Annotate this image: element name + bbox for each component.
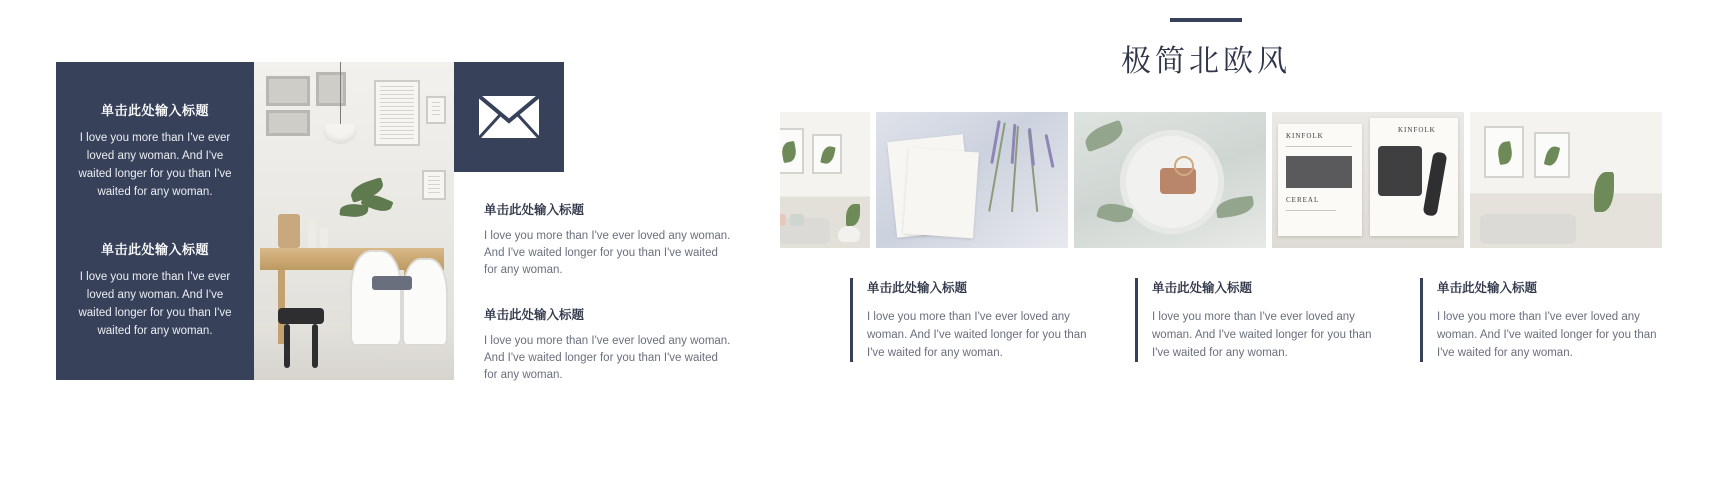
slide-one bbox=[0, 0, 780, 490]
magazine-line bbox=[1286, 146, 1352, 147]
column-1-body: I love you more than I've ever loved any woman. And I've waited longer for you than I've waited for any woman. bbox=[867, 311, 1087, 359]
wall-shelf bbox=[266, 110, 310, 136]
panel-block-2 bbox=[74, 239, 236, 340]
slide-one-text-column bbox=[484, 200, 732, 384]
gallery-item bbox=[1272, 112, 1464, 248]
text-block-1-body: I love you more than I've ever loved any woman. And I've waited longer for you than I've waited for any woman. bbox=[484, 230, 731, 276]
candle bbox=[320, 228, 328, 248]
column-2-body: I love you more than I've ever loved any woman. And I've waited longer for you than I've waited for any woman. bbox=[1152, 311, 1372, 359]
panel-block-1 bbox=[74, 100, 236, 201]
text-block-2-title: 单击此处输入标题 bbox=[484, 308, 585, 322]
title-rule bbox=[1170, 18, 1242, 22]
metal-ring bbox=[1174, 156, 1194, 176]
dining-chair bbox=[350, 250, 402, 346]
gallery-item bbox=[1074, 112, 1266, 248]
stool-leg bbox=[312, 324, 318, 368]
magazine-title: KINFOLK bbox=[1398, 126, 1436, 134]
side-table bbox=[838, 226, 860, 242]
left-dark-panel bbox=[56, 62, 254, 380]
pendant-lamp-cord bbox=[340, 62, 341, 124]
column-3-body: I love you more than I've ever loved any woman. And I've waited longer for you than I've waited for any woman. bbox=[1437, 311, 1657, 359]
column-2-title: 单击此处输入标题 bbox=[1152, 281, 1253, 295]
magazine-line bbox=[1286, 210, 1336, 211]
gallery-item bbox=[780, 112, 870, 248]
magazine-object bbox=[1378, 146, 1422, 196]
stool-leg bbox=[284, 324, 290, 368]
panel-block-1-title: 单击此处输入标题 bbox=[100, 103, 209, 118]
utensil-holder bbox=[278, 214, 300, 248]
wall-shelf bbox=[266, 76, 310, 106]
photo-gallery bbox=[780, 112, 1718, 248]
wall-poster bbox=[422, 170, 446, 200]
envelope-icon bbox=[478, 95, 540, 139]
pillow bbox=[780, 214, 786, 226]
wall-poster bbox=[374, 80, 420, 146]
wall-poster bbox=[426, 96, 446, 124]
sofa bbox=[1480, 214, 1576, 244]
panel-block-2-title: 单击此处输入标题 bbox=[100, 242, 209, 257]
feature-column bbox=[850, 278, 1087, 362]
magazine-subtitle: CEREAL bbox=[1286, 196, 1320, 204]
feature-column bbox=[1135, 278, 1372, 362]
slide-two-title: 极简北欧风 bbox=[1121, 45, 1291, 78]
candle bbox=[308, 222, 316, 248]
dining-room-photo bbox=[254, 62, 454, 380]
gallery-item bbox=[876, 112, 1068, 248]
pillow bbox=[790, 214, 804, 226]
dining-chair bbox=[402, 258, 448, 346]
envelope-icon-box bbox=[454, 62, 564, 172]
sofa bbox=[780, 218, 830, 244]
magazine-title: KINFOLK bbox=[1286, 132, 1324, 140]
column-1-title: 单击此处输入标题 bbox=[867, 281, 968, 295]
feature-column bbox=[1420, 278, 1657, 362]
chair-cushion bbox=[372, 276, 412, 290]
paper-card bbox=[903, 148, 979, 239]
wall-shelf bbox=[316, 72, 346, 106]
text-block-1-title: 单击此处输入标题 bbox=[484, 203, 585, 217]
stool-seat bbox=[278, 308, 324, 324]
panel-block-2-body: I love you more than I've ever loved any woman. And I've waited longer for you than I've waited for any woman. bbox=[78, 271, 232, 337]
column-3-title: 单击此处输入标题 bbox=[1437, 281, 1538, 295]
text-block-2-body: I love you more than I've ever loved any woman. And I've waited longer for you than I've waited for any woman. bbox=[484, 335, 731, 381]
slide-two bbox=[780, 0, 1718, 490]
slide-two-columns bbox=[850, 278, 1710, 362]
panel-block-1-body: I love you more than I've ever loved any woman. And I've waited longer for you than I've waited for any woman. bbox=[78, 132, 232, 198]
magazine-photo bbox=[1286, 156, 1352, 188]
gallery-item bbox=[1470, 112, 1662, 248]
